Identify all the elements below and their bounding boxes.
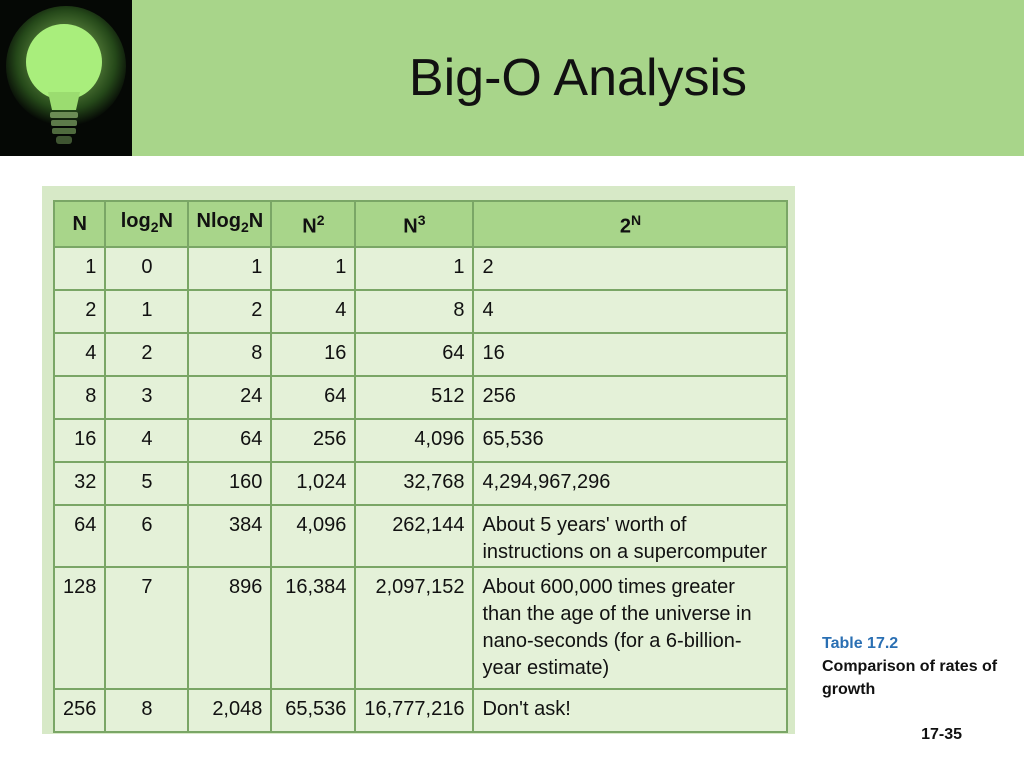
column-header: $N^2$	[271, 201, 355, 247]
table-cell: 384	[188, 505, 271, 567]
table-cell: 160	[188, 462, 271, 505]
table-cell: 1	[188, 247, 271, 290]
table-cell: 2,048	[188, 689, 271, 732]
table-cell: 2	[188, 290, 271, 333]
table-cell: 1,024	[271, 462, 355, 505]
table-cell: Don't ask!	[473, 689, 787, 732]
table-cell: 64	[54, 505, 105, 567]
table-cell: 5	[105, 462, 188, 505]
table-cell: 64	[271, 376, 355, 419]
table-cell: 4	[105, 419, 188, 462]
table-cell: 6	[105, 505, 188, 567]
table-cell: 1	[271, 247, 355, 290]
column-header: $2^N$	[473, 201, 787, 247]
table-row	[54, 462, 787, 505]
logo	[0, 0, 132, 156]
column-header: Nlog$_2$N	[188, 201, 271, 247]
table-cell: 0	[105, 247, 188, 290]
table-cell: 8	[355, 290, 473, 333]
table-cell: 16	[54, 419, 105, 462]
table-cell: 8	[54, 376, 105, 419]
table-cell: About 600,000 times greater than the age of the universe in nano-seconds (for a 6-billion-year estimate)	[473, 567, 787, 689]
table-cell: 2	[473, 247, 787, 290]
table-cell: 7	[105, 567, 188, 689]
table-cell: 256	[271, 419, 355, 462]
table-row	[54, 419, 787, 462]
table-cell: 256	[473, 376, 787, 419]
table-cell: 512	[355, 376, 473, 419]
table-header-row	[54, 201, 787, 247]
table-cell: 8	[188, 333, 271, 376]
table-cell: 64	[188, 419, 271, 462]
table-cell: 4,096	[355, 419, 473, 462]
table-row	[54, 290, 787, 333]
caption-label: Table 17.2	[822, 635, 899, 652]
table-cell: 3	[105, 376, 188, 419]
table-cell: 16,384	[271, 567, 355, 689]
table-cell: 2	[54, 290, 105, 333]
table-row	[54, 333, 787, 376]
table-cell: 4	[473, 290, 787, 333]
caption-text: Comparison of rates of growth	[822, 658, 998, 698]
table-cell: 64	[355, 333, 473, 376]
table-cell: 16	[473, 333, 787, 376]
table-cell: About 5 years' worth of instructions on a supercomputer	[473, 505, 787, 567]
table-cell: 65,536	[271, 689, 355, 732]
table-cell: 896	[188, 567, 271, 689]
table-cell: 256	[54, 689, 105, 732]
lightbulb-icon	[0, 0, 132, 156]
table-row	[54, 689, 787, 732]
table-cell: 4	[271, 290, 355, 333]
table-cell: 2	[105, 333, 188, 376]
table-cell: 262,144	[355, 505, 473, 567]
table-cell: 1	[355, 247, 473, 290]
table-cell: 8	[105, 689, 188, 732]
table-row	[54, 505, 787, 567]
table-cell: 4	[54, 333, 105, 376]
table-row	[54, 567, 787, 689]
table-cell: 24	[188, 376, 271, 419]
column-header: $\log_2N$	[105, 201, 188, 247]
table-cell: 1	[105, 290, 188, 333]
table-cell: 16,777,216	[355, 689, 473, 732]
table-cell: 128	[54, 567, 105, 689]
table-cell: 32	[54, 462, 105, 505]
slide-number: 17-35	[921, 726, 962, 743]
table-cell: 16	[271, 333, 355, 376]
table-cell: 4,294,967,296	[473, 462, 787, 505]
column-header: N	[54, 201, 105, 247]
table-cell: 65,536	[473, 419, 787, 462]
table-caption	[822, 632, 1012, 701]
table-row	[54, 376, 787, 419]
table-cell: 32,768	[355, 462, 473, 505]
table-row	[54, 247, 787, 290]
table-cell: 2,097,152	[355, 567, 473, 689]
growth-table	[53, 200, 788, 733]
table-cell: 4,096	[271, 505, 355, 567]
column-header: $N^3$	[355, 201, 473, 247]
page-title: Big-O Analysis	[408, 49, 748, 107]
table-cell: 1	[54, 247, 105, 290]
